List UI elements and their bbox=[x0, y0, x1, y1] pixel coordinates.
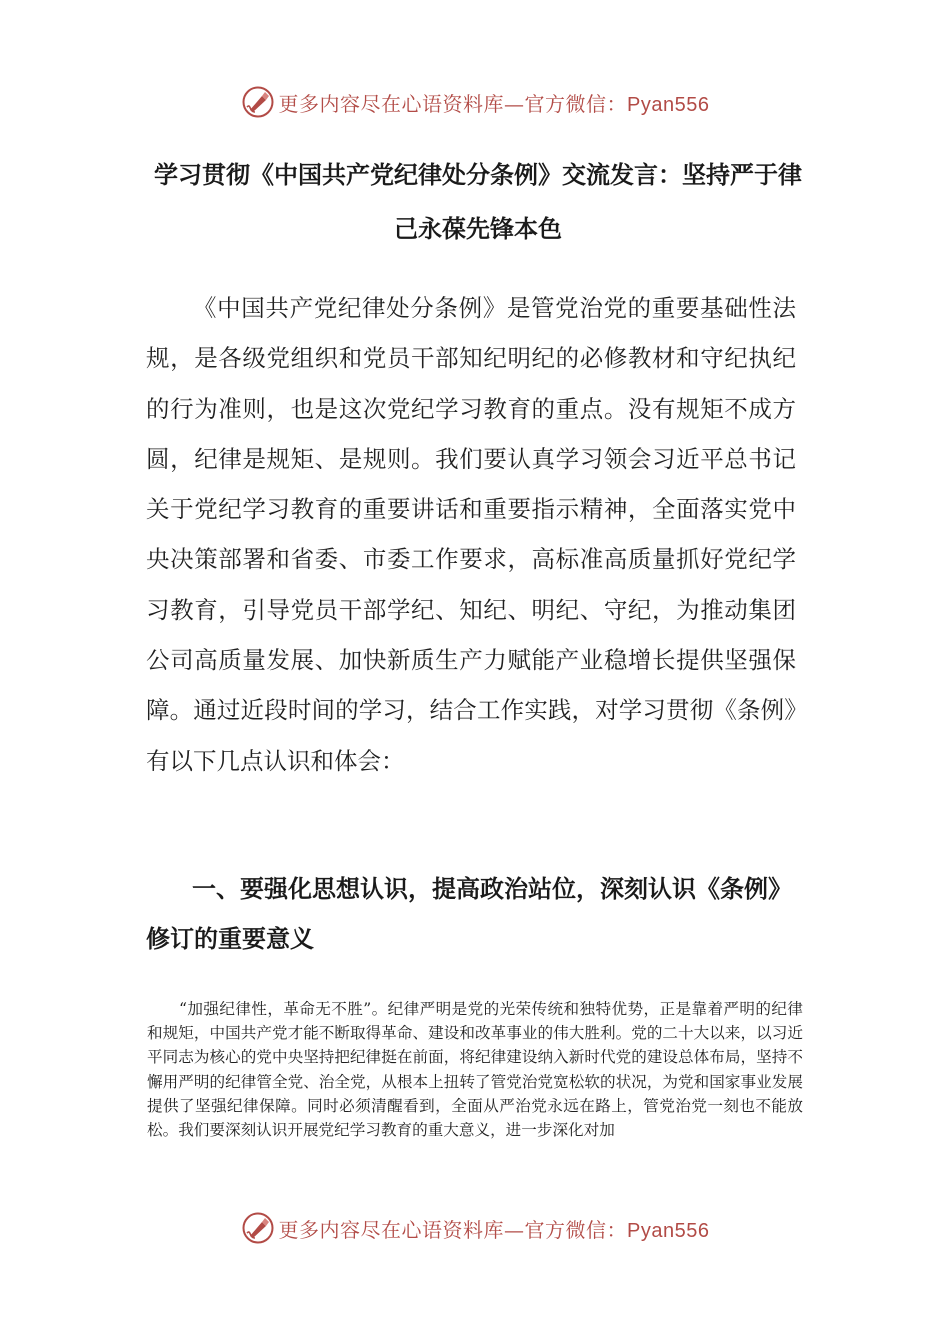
banner-text: 更多内容尽在心语资料库—官方微信：Pyan556 bbox=[278, 91, 710, 116]
pen-nib-logo-icon bbox=[241, 85, 275, 119]
footer-watermark-banner bbox=[0, 1208, 950, 1248]
header-watermark-banner bbox=[0, 82, 950, 122]
banner-text: 更多内容尽在心语资料库—官方微信：Pyan556 bbox=[278, 1217, 710, 1242]
intro-paragraph: 《中国共产党纪律处分条例》是管党治党的重要基础性法规，是各级党组织和党员干部知纪明纪的必修教材和守纪执纪的行为准则，也是这次党纪学习教育的重点。没有规矩不成方圆，纪律是规矩、是规则。我们要认真学习领会习近平总书记关于党纪学习教育的重要讲话和重要指示精神，全面落实党中央决策部署和省委、市委工作要求，高标准高质量抓好党纪学习教育，引导党员干部学纪、知纪、明纪、守纪，为推动集团公司高质量发展、加快新质生产力赋能产业稳增长提供坚强保障。通过近段时间的学习，结合工作实践，对学习贯彻《条例》有以下几点认识和体会： bbox=[146, 294, 796, 775]
page-title: 学习贯彻《中国共产党纪律处分条例》交流发言：坚持严于律己永葆先锋本色 bbox=[154, 161, 802, 243]
section-paragraph: “加强纪律性，革命无不胜”。纪律严明是党的光荣传统和独特优势，正是靠着严明的纪律和规矩，中国共产党才能不断取得革命、建设和改革事业的伟大胜利。党的二十大以来，以习近平同志为核心的党中央坚持把纪律挺在前面，将纪律建设纳入新时代党的建设总体布局，坚持不懈用严明的纪律管全党、治全党，从根本上扭转了管党治党宽松软的状况，为党和国家事业发展提供了坚强纪律保障。同时必须清醒看到，全面从严治党永远在路上，管党治党一刻也不能放松。我们要深刻认识开展党纪学习教育的重大意义，进一步深化对加 bbox=[147, 1000, 803, 1140]
pen-nib-logo-icon bbox=[241, 1211, 275, 1245]
section-heading: 一、要强化思想认识，提高政治站位，深刻认识《条例》修订的重要意义 bbox=[146, 875, 792, 953]
